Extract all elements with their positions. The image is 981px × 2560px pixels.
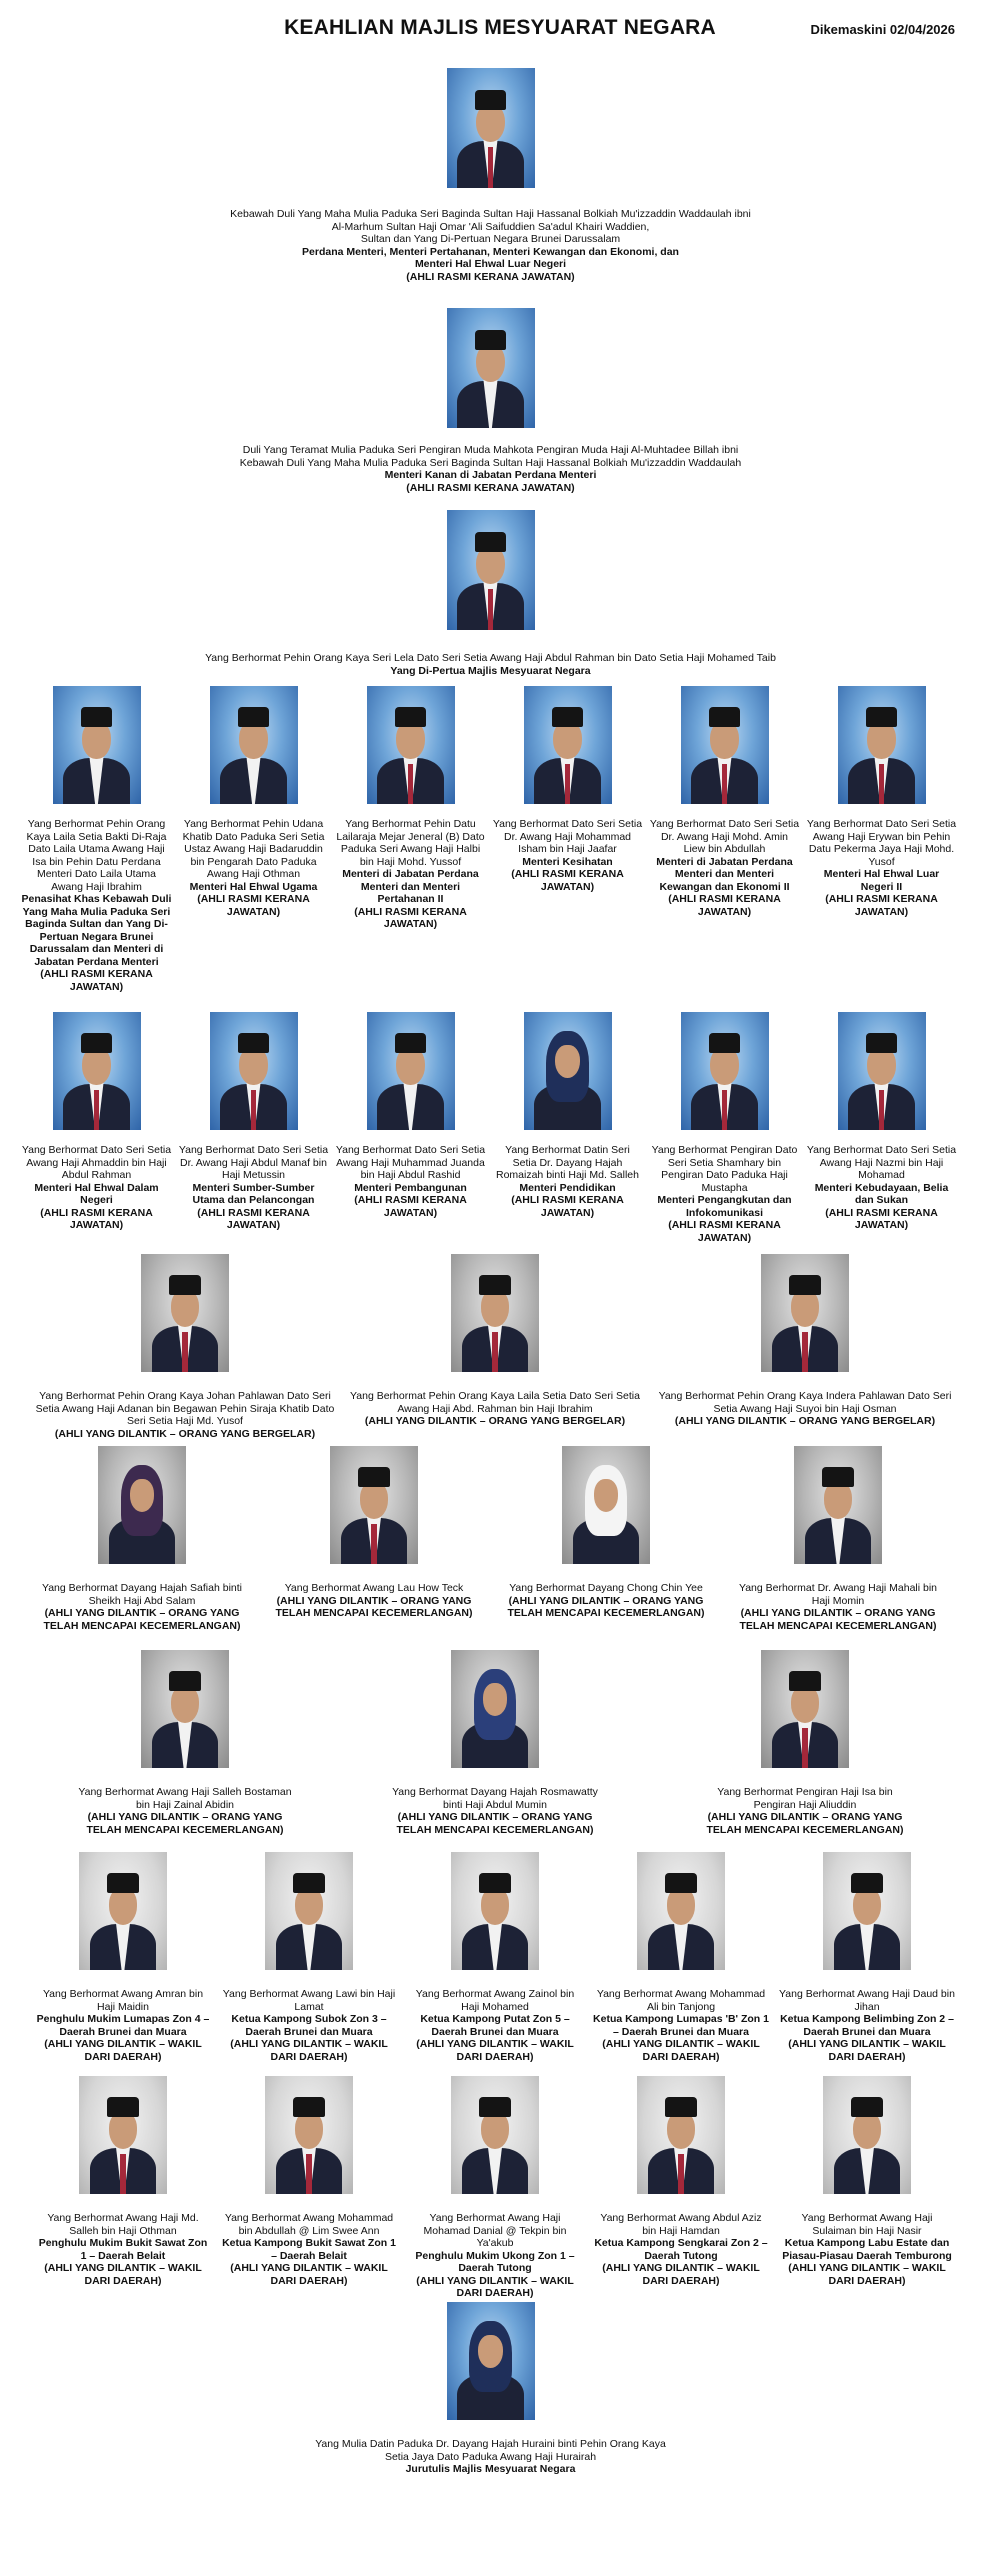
member-card	[803, 686, 960, 993]
members-row-c	[0, 1254, 981, 1440]
member-photo	[451, 2076, 539, 2194]
member-card	[588, 2076, 774, 2300]
member-name: Yang Berhormat Pehin Orang Kaya Laila Setia Dato Seri Setia Awang Haji Abd. Rahman bin Haji Ibrahim	[350, 1390, 640, 1415]
member-name: Yang Berhormat Dato Seri Setia Awang Haji Ahmaddin bin Haji Abdul Rahman	[21, 1144, 172, 1181]
member-card	[490, 1446, 722, 1632]
member-photo	[53, 686, 141, 804]
member-card	[803, 1012, 960, 1244]
page-header	[0, 0, 981, 56]
member-photo	[524, 1012, 612, 1130]
member-name: Yang Mulia Datin Paduka Dr. Dayang Hajah Huraini binti Pehin Orang Kaya	[315, 2438, 666, 2450]
member-name: Yang Berhormat Awang Mohammad Ali bin Tanjong	[596, 1988, 766, 2013]
member-card	[489, 1012, 646, 1244]
member-card	[26, 1446, 258, 1632]
member-card	[332, 686, 489, 993]
member-photo	[838, 1012, 926, 1130]
member-name: Yang Berhormat Pengiran Dato Seri Setia Shamhary bin Pengiran Dato Paduka Haji Mustapha	[651, 1144, 798, 1194]
last-updated-date: Dikemaskini 02/04/2026	[810, 22, 955, 37]
member-card	[30, 1852, 216, 2063]
member-card	[30, 2076, 216, 2300]
member-photo	[210, 686, 298, 804]
member-status: (AHLI YANG DILANTIK – ORANG YANG TELAH MENCAPAI KECEMERLANGAN)	[739, 1607, 937, 1632]
member-card	[646, 686, 803, 993]
member-role: Menteri Hal Ehwal Dalam Negeri	[34, 1181, 159, 1206]
member-name: Yang Berhormat Dato Seri Setia Dr. Awang Haji Mohd. Amin Liew bin Abdullah	[649, 818, 800, 855]
member-card	[332, 1012, 489, 1244]
member-card	[340, 1650, 650, 1836]
member-card	[402, 1852, 588, 2063]
member-photo	[53, 1012, 141, 1130]
member-status: (AHLI RASMI KERANA JAWATAN)	[40, 1206, 153, 1231]
member-card	[175, 686, 332, 993]
member-name: Yang Berhormat Awang Zainol bin Haji Mohamed	[415, 1988, 575, 2013]
member-status: (AHLI YANG DILANTIK – WAKIL DARI DAERAH)	[230, 2038, 388, 2063]
page-title: KEAHLIAN MAJLIS MESYUARAT NEGARA	[284, 16, 716, 39]
member-status: (AHLI YANG DILANTIK – WAKIL DARI DAERAH)	[44, 2038, 202, 2063]
member-photo	[98, 1446, 186, 1564]
member-role: Ketua Kampong Bukit Sawat Zon 1 – Daerah Belait	[222, 2237, 396, 2262]
member-name: Yang Berhormat Awang Haji Daud bin Jihan	[779, 1988, 955, 2013]
member-crown-prince	[0, 308, 981, 494]
member-card	[30, 1650, 340, 1836]
member-card	[646, 1012, 803, 1244]
member-role: Menteri Kebudayaan, Belia dan Sukan	[814, 1181, 949, 1206]
member-name: Yang Berhormat Dato Seri Setia Awang Haji Erywan bin Pehin Datu Pekerma Jaya Haji Mohd. Yusof	[806, 818, 957, 868]
member-photo	[79, 1852, 167, 1970]
member-card	[774, 1852, 960, 2063]
member-speaker	[0, 510, 981, 677]
member-name: Sultan dan Yang Di-Pertuan Negara Brunei Darussalam	[360, 233, 621, 245]
member-name: Kebawah Duli Yang Maha Mulia Paduka Seri Baginda Sultan Haji Hassanal Bolkiah Mu'izzaddin Waddaulah ibni	[230, 208, 751, 220]
member-name: Yang Berhormat Awang Mohammad bin Abdullah @ Lim Swee Ann	[224, 2212, 394, 2237]
member-card	[340, 1254, 650, 1440]
member-status: (AHLI YANG DILANTIK – ORANG YANG TELAH MENCAPAI KECEMERLANGAN)	[43, 1607, 241, 1632]
member-status: (AHLI YANG DILANTIK – ORANG YANG TELAH MENCAPAI KECEMERLANGAN)	[396, 1811, 594, 1836]
member-role: Ketua Kampong Subok Zon 3 – Daerah Brunei dan Muara	[231, 2013, 387, 2038]
member-role: Yang Di-Pertua Majlis Mesyuarat Negara	[390, 664, 591, 677]
member-photo	[681, 1012, 769, 1130]
member-status: (AHLI RASMI KERANA JAWATAN)	[406, 481, 575, 494]
member-card	[489, 686, 646, 993]
member-card	[588, 1852, 774, 2063]
member-photo	[447, 308, 535, 428]
member-status: (AHLI RASMI KERANA JAWATAN)	[668, 1219, 781, 1244]
member-status: (AHLI YANG DILANTIK – ORANG YANG BERGELAR)	[364, 1415, 626, 1427]
member-photo	[681, 686, 769, 804]
member-name: Yang Berhormat Dato Seri Setia Dr. Awang Haji Abdul Manaf bin Haji Metussin	[178, 1144, 329, 1181]
member-photo	[447, 510, 535, 630]
member-status: (AHLI RASMI KERANA JAWATAN)	[511, 868, 624, 893]
member-name: Yang Berhormat Pehin Orang Kaya Laila Setia Bakti Di-Raja Dato Laila Utama Awang Haji Isa bin Pehin Datu Perdana Menteri Dato Laila Utama Awang Haji Ibrahim	[26, 818, 167, 893]
member-photo	[265, 1852, 353, 1970]
member-name: Yang Berhormat Awang Lau How Teck	[284, 1582, 464, 1594]
member-sultan	[0, 68, 981, 283]
member-photo	[141, 1650, 229, 1768]
member-role: Menteri Kesihatan	[522, 855, 613, 868]
member-status: (AHLI RASMI KERANA JAWATAN)	[511, 1194, 624, 1219]
member-name: Yang Berhormat Awang Haji Mohamad Danial @ Tekpin bin Ya'akub	[423, 2212, 567, 2249]
member-photo	[637, 1852, 725, 1970]
member-card	[18, 1012, 175, 1244]
member-name: Yang Berhormat Dayang Hajah Rosmawatty binti Haji Abdul Mumin	[392, 1786, 598, 1811]
member-card	[216, 2076, 402, 2300]
member-photo	[367, 1012, 455, 1130]
member-name: Yang Berhormat Awang Haji Md. Salleh bin Haji Othman	[47, 2212, 199, 2237]
members-row-a	[0, 686, 981, 993]
members-row-d	[0, 1446, 981, 1632]
member-name: Yang Berhormat Pehin Orang Kaya Indera Pahlawan Dato Seri Setia Awang Haji Suyoi bin Haji Osman	[658, 1390, 952, 1415]
member-name: Yang Berhormat Datin Seri Setia Dr. Dayang Hajah Romaizah binti Haji Md. Salleh	[496, 1144, 639, 1181]
member-role: Perdana Menteri, Menteri Pertahanan, Menteri Kewangan dan Ekonomi, dan	[302, 245, 679, 258]
member-photo	[451, 1852, 539, 1970]
member-status: (AHLI RASMI KERANA JAWATAN)	[354, 1194, 467, 1219]
member-name: Yang Berhormat Awang Lawi bin Haji Lamat	[222, 1988, 396, 2013]
member-status: (AHLI YANG DILANTIK – ORANG YANG BERGELAR)	[54, 1427, 316, 1440]
member-photo	[761, 1650, 849, 1768]
member-role: Ketua Kampong Lumapas 'B' Zon 1 – Daerah Brunei dan Muara	[593, 2013, 769, 2038]
member-status: (AHLI RASMI KERANA JAWATAN)	[825, 1206, 938, 1231]
member-card	[30, 1254, 340, 1440]
member-name: Yang Berhormat Dayang Chong Chin Yee	[509, 1582, 703, 1594]
member-name: Yang Berhormat Dayang Hajah Safiah binti Sheikh Haji Abd Salam	[41, 1582, 242, 1607]
member-status: (AHLI RASMI KERANA JAWATAN)	[354, 905, 467, 930]
member-status: (AHLI YANG DILANTIK – ORANG YANG TELAH MENCAPAI KECEMERLANGAN)	[86, 1811, 284, 1836]
member-photo	[210, 1012, 298, 1130]
member-card	[18, 686, 175, 993]
member-status: (AHLI RASMI KERANA JAWATAN)	[40, 968, 153, 993]
member-name: Setia Jaya Dato Paduka Awang Haji Hurairah	[384, 2450, 597, 2463]
member-name: Yang Berhormat Dato Seri Setia Awang Haji Nazmi bin Haji Mohamad	[806, 1144, 957, 1181]
member-status: (AHLI YANG DILANTIK – WAKIL DARI DAERAH)	[788, 2038, 946, 2063]
member-clerk	[0, 2302, 981, 2476]
member-name: Al-Marhum Sultan Haji Omar 'Ali Saifuddien Sa'adul Khairi Waddien,	[331, 220, 650, 233]
member-card	[650, 1650, 960, 1836]
member-photo	[367, 686, 455, 804]
member-card	[402, 2076, 588, 2300]
member-name: Duli Yang Teramat Mulia Paduka Seri Pengiran Muda Mahkota Pengiran Muda Haji Al-Muhtadee Billah ibni	[242, 444, 739, 456]
member-card	[774, 2076, 960, 2300]
member-name: Yang Berhormat Pehin Udana Khatib Dato Paduka Seri Setia Ustaz Awang Haji Badaruddin bin Pengarah Dato Paduka Awang Haji Othman	[182, 818, 325, 880]
member-photo	[451, 1650, 539, 1768]
member-status: (AHLI RASMI KERANA JAWATAN)	[197, 893, 310, 918]
member-photo	[562, 1446, 650, 1564]
member-status: (AHLI YANG DILANTIK – WAKIL DARI DAERAH)	[416, 2274, 574, 2299]
member-role: Menteri di Jabatan Perdana Menteri dan Menteri Kewangan dan Ekonomi II	[656, 855, 793, 893]
member-name: Yang Berhormat Pehin Orang Kaya Johan Pahlawan Dato Seri Setia Awang Haji Adanan bin Begawan Pehin Siraja Khatib Dato Seri Setia Haji Md. Yusof	[35, 1390, 335, 1427]
member-role: Menteri Hal Ehwal Ugama	[189, 880, 318, 893]
member-role: Menteri Hal Ehwal Luar Negeri	[414, 258, 567, 270]
member-role: Menteri Hal Ehwal Luar Negeri II	[823, 868, 940, 893]
members-row-e	[0, 1650, 981, 1836]
member-role: Ketua Kampong Putat Zon 5 – Daerah Brunei dan Muara	[420, 2013, 570, 2038]
member-photo	[447, 68, 535, 188]
members-row-f	[0, 1852, 981, 2063]
member-role: Menteri di Jabatan Perdana Menteri dan Menteri Pertahanan II	[342, 868, 479, 905]
member-card	[722, 1446, 954, 1632]
members-row-g	[0, 2076, 981, 2300]
member-role: Penghulu Mukim Ukong Zon 1 – Daerah Tutong	[415, 2249, 575, 2274]
member-name: Yang Berhormat Awang Amran bin Haji Maidin	[42, 1988, 204, 2013]
member-status: (AHLI RASMI KERANA JAWATAN)	[406, 270, 575, 283]
member-photo	[265, 2076, 353, 2194]
member-role: Penasihat Khas Kebawah Duli Yang Maha Mulia Paduka Seri Baginda Sultan dan Yang Di-Pertuan Negara Brunei Darussalam dan Menteri di Jabatan Perdana Menteri	[21, 893, 172, 968]
member-status: (AHLI RASMI KERANA JAWATAN)	[668, 893, 781, 918]
member-name: Yang Berhormat Pehin Datu Lailaraja Mejar Jeneral (B) Dato Paduka Seri Awang Haji Halbi bin Haji Mohd. Yussof	[336, 818, 485, 868]
member-name: Yang Berhormat Dato Seri Setia Dr. Awang Haji Mohammad Isham bin Haji Jaafar	[492, 818, 643, 855]
member-role: Menteri Pendidikan	[519, 1181, 616, 1194]
member-status: (AHLI RASMI KERANA JAWATAN)	[197, 1206, 310, 1231]
member-name: Yang Berhormat Dato Seri Setia Awang Haji Muhammad Juanda bin Haji Abdul Rashid	[335, 1144, 486, 1181]
member-card	[216, 1852, 402, 2063]
member-name: Yang Berhormat Awang Haji Sulaiman bin Haji Nasir	[801, 2212, 933, 2237]
member-role: Menteri Pengangkutan dan Infokomunikasi	[657, 1194, 792, 1219]
member-status: (AHLI YANG DILANTIK – ORANG YANG TELAH MENCAPAI KECEMERLANGAN)	[507, 1594, 705, 1619]
member-status: (AHLI YANG DILANTIK – ORANG YANG TELAH MENCAPAI KECEMERLANGAN)	[275, 1594, 473, 1619]
member-name: Yang Berhormat Dr. Awang Haji Mahali bin Haji Momin	[738, 1582, 938, 1607]
member-name: Yang Berhormat Pengiran Haji Isa bin Pengiran Haji Aliuddin	[717, 1786, 893, 1811]
member-card	[175, 1012, 332, 1244]
member-role: Ketua Kampong Labu Estate dan Piasau-Piasau Daerah Temburong	[782, 2237, 952, 2262]
member-card	[650, 1254, 960, 1440]
member-photo	[451, 1254, 539, 1372]
member-photo	[447, 2302, 535, 2420]
member-status: (AHLI YANG DILANTIK – WAKIL DARI DAERAH)	[230, 2262, 388, 2287]
member-photo	[838, 686, 926, 804]
member-photo	[79, 2076, 167, 2194]
member-name: Yang Berhormat Pehin Orang Kaya Seri Lela Dato Seri Setia Awang Haji Abdul Rahman bin Dato Setia Haji Mohamed Taib	[205, 652, 776, 664]
member-role: Ketua Kampong Sengkarai Zon 2 – Daerah Tutong	[594, 2237, 768, 2262]
member-photo	[330, 1446, 418, 1564]
member-role: Penghulu Mukim Bukit Sawat Zon 1 – Daerah Belait	[38, 2237, 208, 2262]
member-status: (AHLI YANG DILANTIK – ORANG YANG BERGELAR)	[674, 1415, 936, 1427]
member-role: Menteri Kanan di Jabatan Perdana Menteri	[384, 469, 597, 481]
member-role: Menteri Pembangunan	[354, 1181, 467, 1194]
member-card	[258, 1446, 490, 1632]
member-status: (AHLI YANG DILANTIK – WAKIL DARI DAERAH)	[602, 2038, 760, 2063]
member-photo	[524, 686, 612, 804]
member-photo	[761, 1254, 849, 1372]
member-photo	[823, 1852, 911, 1970]
member-status: (AHLI YANG DILANTIK – WAKIL DARI DAERAH)	[44, 2262, 202, 2287]
member-photo	[141, 1254, 229, 1372]
member-name: Kebawah Duli Yang Maha Mulia Paduka Seri Baginda Sultan Haji Hassanal Bolkiah Mu'izzaddin Waddaulah	[239, 456, 742, 469]
member-status: (AHLI YANG DILANTIK – WAKIL DARI DAERAH)	[788, 2262, 946, 2287]
member-photo	[637, 2076, 725, 2194]
member-status: (AHLI YANG DILANTIK – ORANG YANG TELAH MENCAPAI KECEMERLANGAN)	[706, 1811, 904, 1836]
member-role: Jurutulis Majlis Mesyuarat Negara	[405, 2463, 576, 2475]
member-name: Yang Berhormat Awang Haji Salleh Bostaman bin Haji Zainal Abidin	[78, 1786, 292, 1811]
member-status: (AHLI YANG DILANTIK – WAKIL DARI DAERAH)	[602, 2262, 760, 2287]
member-status: (AHLI RASMI KERANA JAWATAN)	[825, 893, 938, 918]
member-photo	[794, 1446, 882, 1564]
member-name: Yang Berhormat Awang Abdul Aziz bin Haji Hamdan	[600, 2212, 762, 2237]
members-row-b	[0, 1012, 981, 1244]
member-photo	[823, 2076, 911, 2194]
member-status: (AHLI YANG DILANTIK – WAKIL DARI DAERAH)	[416, 2038, 574, 2063]
member-role: Penghulu Mukim Lumapas Zon 4 – Daerah Brunei dan Muara	[36, 2013, 210, 2038]
member-role: Ketua Kampong Belimbing Zon 2 – Daerah Brunei dan Muara	[780, 2013, 954, 2038]
member-role: Menteri Sumber-Sumber Utama dan Pelancongan	[192, 1181, 315, 1206]
